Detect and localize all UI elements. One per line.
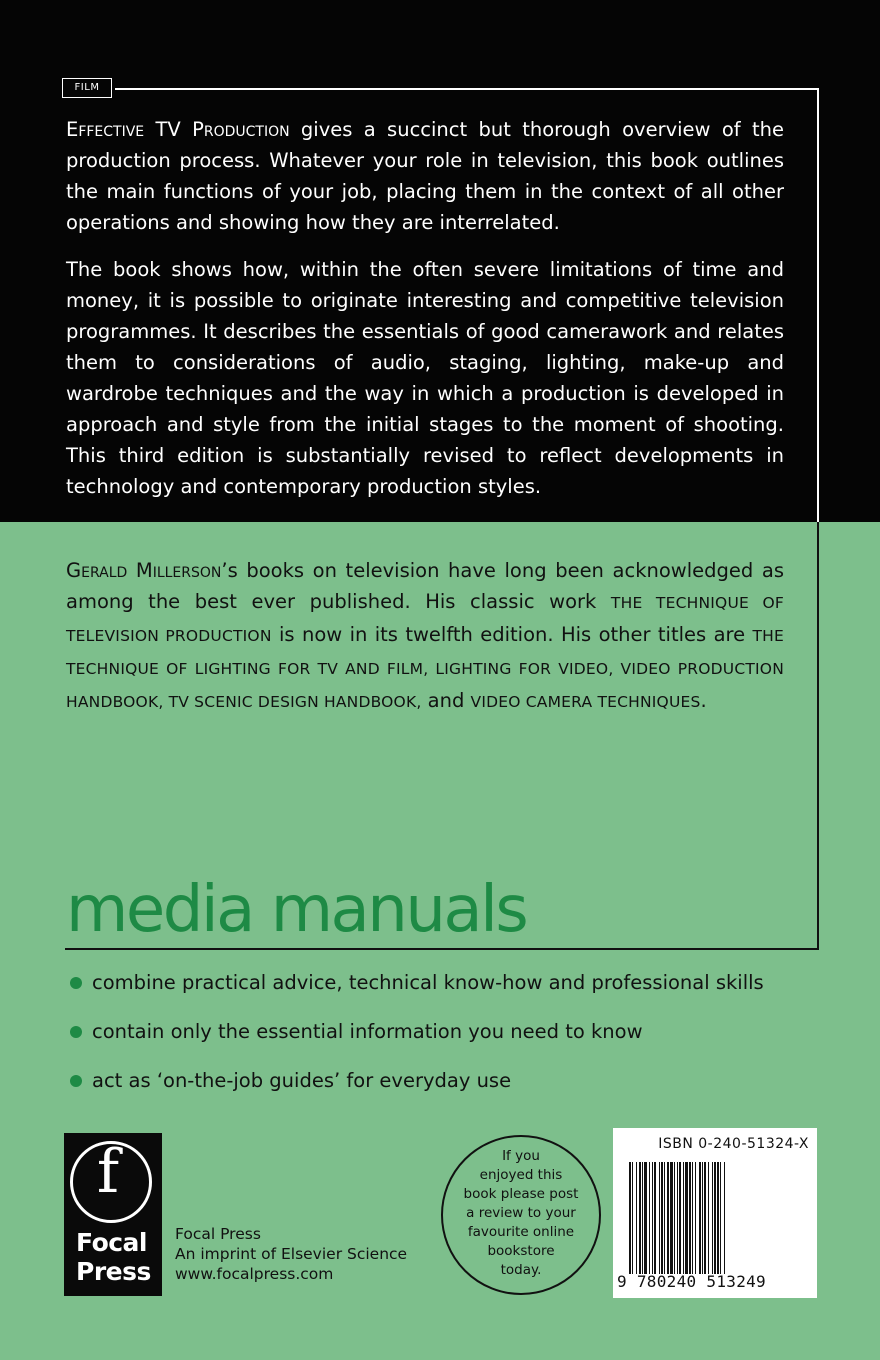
blurb-paragraph-2: The book shows how, within the often severe limitations of time and money, it is possible to originate interesting and competitive television programmes. It describes the essentials of good camerawork and relates them to considerations of audio, staging, lighting, make-up and wardrobe techniques and the way in which a production is developed in approach and style from the initial stages to the moment of shooting. This third edition is substantially revised to reflect developments in technology and contemporary production styles. [66,258,784,498]
bullet-dot-icon [70,1026,82,1038]
blurb-paragraph-1-text: gives a succinct but thorough overview of the production process. Whatever your role in television, this book outlines the main functions of your job, placing them in the context of all other operations and showing how they are interrelated. [66,118,784,234]
bullet-text: combine practical advice, technical know-how and professional skills [92,971,764,994]
author-name: Gerald Millerson [66,559,222,582]
book-title: Effective TV Production [66,118,290,141]
other-title-last: VIDEO CAMERA TECHNIQUES [470,693,701,711]
bullet-item [70,1066,810,1096]
review-note-line: If you [502,1148,540,1164]
classic-work-title: THE TECHNIQUE OF TELEVISION PRODUCTION [66,594,784,645]
review-note-text [443,1147,599,1280]
publisher-name: Focal Press [175,1225,261,1243]
bullet-item [70,1017,810,1047]
review-note-line: book please post [463,1186,579,1202]
publisher-info [175,1224,407,1284]
frame-line-top [115,88,819,90]
bullet-dot-icon [70,977,82,989]
ean-digits: 9 780240 513249 [617,1272,766,1291]
bullet-text: contain only the essential information you need to know [92,1020,643,1043]
series-title: media manuals [66,873,527,947]
author-bio-text-4: . [700,689,707,712]
publisher-url: www.focalpress.com [175,1265,334,1283]
bullet-text: act as ‘on-the-job guides’ for everyday use [92,1069,512,1092]
bullet-item [70,968,810,998]
author-bio-text-1: ’s books on television have long been acknowledged as among the best ever published. His classic work [66,559,784,613]
review-note-line: today. [500,1262,542,1278]
author-bio [66,555,784,718]
barcode-bars-icon [629,1162,801,1274]
publisher-imprint: An imprint of Elsevier Science [175,1245,408,1263]
frame-line-right-upper [817,88,819,522]
logo-f-icon: f [96,1137,120,1207]
category-label: FILM [62,78,112,98]
author-bio-text-2: is now in its twelfth edition. His other titles are [271,623,753,646]
review-note-line: bookstore [487,1243,555,1259]
bullet-dot-icon [70,1075,82,1087]
review-note-line: a review to your [466,1205,576,1221]
blurb-paragraph-1 [66,114,784,238]
isbn-number: ISBN 0-240-51324-X [658,1136,809,1152]
logo-word-focal: Focal [76,1228,147,1257]
review-note-circle [441,1135,601,1295]
frame-line-right-lower [817,522,819,950]
barcode-panel [613,1128,817,1298]
review-note-line: favourite online [467,1224,575,1240]
review-note-line: enjoyed this [479,1167,563,1183]
publisher-logo [64,1133,162,1296]
logo-word-press: Press [76,1257,151,1286]
author-bio-text-3: and [421,689,471,712]
other-titles-list: THE TECHNIQUE OF LIGHTING FOR TV AND FILM, LIGHTING FOR VIDEO, VIDEO PRODUCTION HANDBOOK, TV SCENIC DESIGN HANDBOOK, [66,627,785,711]
